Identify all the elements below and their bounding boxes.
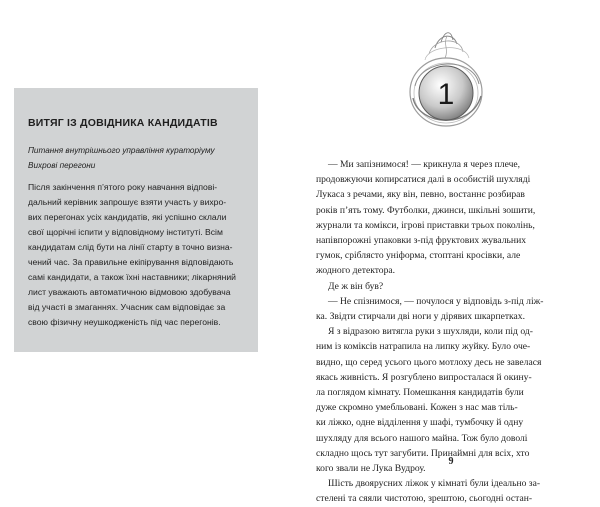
handbook-excerpt-box — [14, 88, 258, 352]
excerpt-line: дальний керівник запрошує взяти участь у вихро- — [28, 197, 227, 207]
text-line: кого звали не Лука Вудроу. — [316, 463, 426, 475]
chapter-number: 1 — [437, 78, 455, 111]
chapter-text — [316, 157, 576, 507]
paragraph — [316, 157, 576, 279]
chapter-emblem — [405, 28, 487, 136]
paragraph — [316, 324, 576, 476]
text-line: ла поглядом кімнату. Помешкання кандидатів були — [316, 387, 524, 399]
excerpt-line: від участі в змаганнях. Учасник сам відповідає за — [28, 302, 226, 312]
excerpt-line: чений час. За правильне екіпірування відповідають — [28, 257, 234, 267]
excerpt-line: Після закінчення п’ятого року навчання відпові- — [28, 182, 218, 192]
text-line: Лукаса з речами, яку він, певно, востаннє розбирав — [316, 189, 525, 201]
paragraph — [316, 279, 576, 294]
text-line: продовжуючи копирсатися далі в особистій шухляді — [316, 174, 531, 186]
text-line: дуже скромно умебльовані. Кожен з нас мав тіль- — [316, 402, 518, 414]
excerpt-line: свою фізичну неушкодженість під час перегонів. — [28, 317, 221, 327]
text-line: жодного детектора. — [316, 265, 396, 277]
paragraph — [316, 294, 576, 324]
text-line: шухляду для всього нашого майна. Тож було доволі — [316, 432, 528, 444]
text-line: Де ж він був? — [328, 280, 384, 292]
text-line: — Ми запізнимося! — крикнула я через плече, — [328, 159, 521, 170]
text-line: гумок, сріблясто уніформа, стоптані кросівки, але — [316, 250, 521, 262]
excerpt-line: кандидатам слід бути на лінії старту в точно визна- — [28, 242, 233, 252]
text-line: ним із коміксів натрапила на липку жуйку. Було оче- — [316, 341, 531, 353]
text-line: Шість двоярусних ліжок у кімнаті були ідеально за- — [328, 478, 541, 490]
excerpt-body — [28, 180, 246, 330]
excerpt-line: самі кандидати, а також їхні наставники; лікарняний — [28, 272, 236, 282]
page-number: 9 — [448, 456, 454, 467]
excerpt-line: свої щорічні іспити у відповідному інституті. Всім — [28, 227, 223, 237]
text-line: ка. Звідти стирчали дві ноги у дірявих шкарпетках. — [316, 311, 526, 323]
excerpt-title: ВИТЯГ ІЗ ДОВІДНИКА КАНДИДАТІВ — [28, 117, 218, 129]
text-line: ки ліжко, одне відділення у шафі, тумбочку й одну — [316, 417, 524, 429]
text-line: видно, що серед усього цього мотлоху десь не завелася — [316, 356, 542, 368]
excerpt-line: лист уважають автоматичною відмовою здобувача — [28, 287, 231, 297]
excerpt-subtitle — [28, 143, 246, 173]
text-line: стелені та сяяли чистотою, зрештою, сьогодні остан- — [316, 493, 533, 505]
paragraph — [316, 476, 576, 506]
text-line: років п’ять тому. Футболки, джинси, шкільні зошити, — [316, 204, 536, 216]
excerpt-subtitle-line: Вихрові перегони — [28, 161, 96, 170]
text-line: журнали та комікси, ігрові приставки трьох поколінь, — [316, 219, 535, 231]
text-line: Я з відразою витягла руки з шухляди, коли під од- — [328, 326, 533, 338]
text-line: — Не спізнимося, — почулося у відповідь з-під ліж- — [328, 295, 544, 307]
text-line: якась живність. Я розгублено випросталася й окину- — [316, 371, 532, 383]
text-line: складно щось тут загубити. Принаймні для всіх, хто — [316, 447, 530, 459]
excerpt-subtitle-line: Питання внутрішнього управління кураторіуму — [28, 146, 215, 155]
excerpt-line: вих перегонах усіх кандидатів, які успішно склали — [28, 212, 227, 222]
text-line: напівпорожні упаковки з-під фруктових жувальних — [316, 235, 526, 247]
